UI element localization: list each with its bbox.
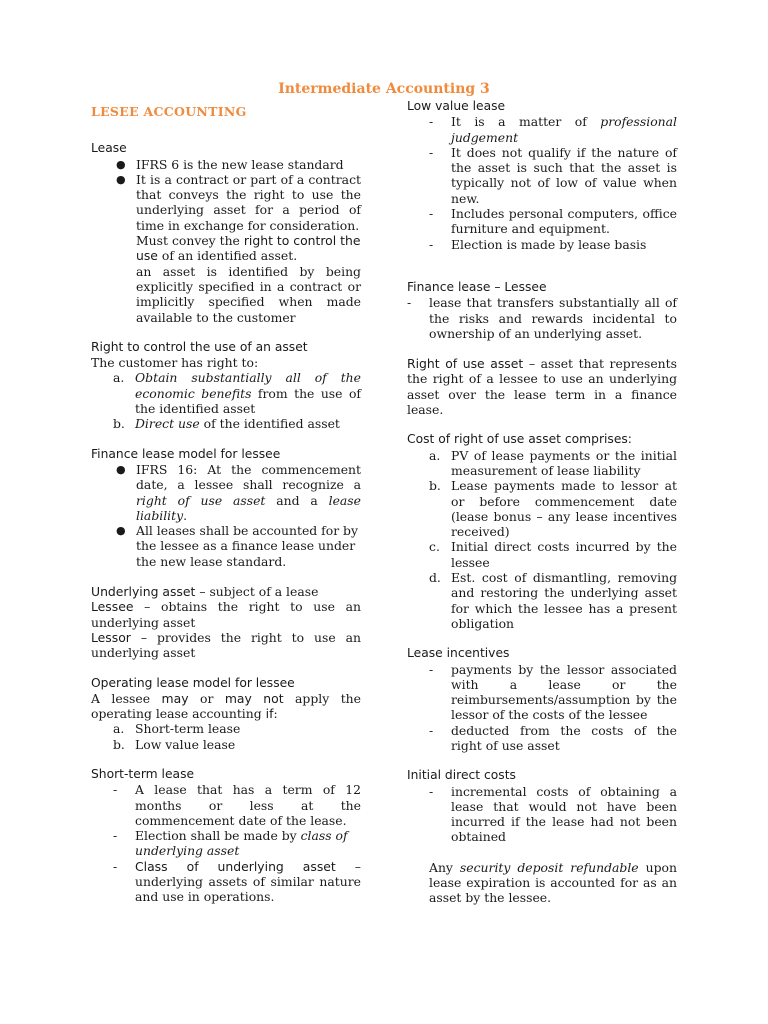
definitions-section	[91, 584, 361, 660]
incentives-heading: Lease incentives	[407, 646, 510, 661]
finance-model-bullet-2: All leases shall be accounted for by the lessee as a finance lease under the new lease standard.	[136, 523, 358, 569]
finance-lease-lessee-section	[407, 280, 677, 341]
list-item	[407, 784, 677, 845]
list-item	[407, 662, 677, 723]
must-convey-text: Must convey the right to control the use of an identified asset.	[136, 233, 361, 264]
cost-item-a: PV of lease payments or the initial measurement of lease liability	[451, 447, 677, 478]
list-item	[407, 206, 677, 237]
right-to-control-item-b: Direct use of the identified asset	[135, 416, 340, 432]
dash-marker: -	[407, 295, 412, 311]
lease-incentives-section	[407, 646, 677, 753]
short-term-dash-3: Class of underlying asset – underlying assets of similar nature and use in operations.	[135, 858, 361, 905]
list-item	[91, 462, 361, 523]
dash-marker: -	[113, 828, 118, 844]
security-deposit-note: Any security deposit refundable upon lease expiration is accounted for as an asset by the lessee.	[429, 859, 677, 906]
operating-model-heading: Operating lease model for lessee	[91, 675, 295, 690]
list-item: a. Short-term lease	[91, 721, 361, 736]
low-value-dash-4: Election is made by lease basis	[451, 236, 647, 252]
list-item: b. Low value lease	[91, 737, 361, 752]
document-title: Intermediate Accounting 3	[278, 81, 490, 97]
right-of-use-definition: Right of use asset – asset that represents the right of a lessee to use an underlying asset over the lease term in a finance lease.	[407, 356, 677, 418]
operating-item-b: Low value lease	[135, 736, 236, 752]
list-item: a. Obtain substantially all of the economic benefits from the use of the identified asset	[113, 370, 362, 417]
dash-marker: -	[429, 722, 434, 738]
list-item: a. PV of lease payments or the initial measurement of lease liability	[429, 447, 677, 478]
right-to-control-intro: The customer has right to:	[91, 355, 259, 371]
finance-lease-model-section	[91, 447, 361, 569]
bullet-marker: ●	[116, 462, 126, 476]
initial-direct-costs-section	[407, 768, 677, 844]
bullet-marker: ●	[116, 157, 126, 171]
identified-asset-text: an asset is identified by being explicitly specified in a contract or implicitly specified when made available to the customer	[136, 263, 361, 325]
lease-heading: Lease	[91, 141, 127, 156]
dash-marker: -	[113, 782, 118, 798]
cost-item-d: Est. cost of dismantling, removing and restoring the underlying asset for which the lessee has a present obligation	[451, 570, 677, 631]
lease-bullet-1: IFRS 6 is the new lease standard	[136, 156, 344, 172]
right-to-control-item-a: Obtain substantially all of the economic benefits from the use of the identified asset	[135, 370, 362, 417]
list-item	[407, 145, 677, 206]
low-value-dash-3: Includes personal computers, office furniture and equipment.	[451, 206, 677, 237]
short-term-dash-1: A lease that has a term of 12 months or less at the commencement date of the lease.	[135, 782, 361, 828]
lease-bullet-2: It is a contract or part of a contract that conveys the right to use the underlying asset for a period of time in exchange for consideration.	[136, 171, 361, 233]
list-item	[91, 172, 361, 233]
list-item: c. Initial direct costs incurred by the lessee	[429, 539, 677, 570]
list-item	[91, 828, 361, 859]
list-item	[91, 157, 361, 172]
list-item	[407, 723, 677, 754]
short-term-dash-2: Election shall be made by class of underlying asset	[135, 828, 348, 859]
dash-marker: -	[429, 236, 434, 252]
lessee-definition: Lessee – obtains the right to use an underlying asset	[91, 599, 361, 630]
idc-heading: Initial direct costs	[407, 768, 516, 783]
dash-marker: -	[429, 114, 434, 130]
dash-marker: -	[429, 206, 434, 222]
low-value-dash-1: It is a matter of professional judgement	[451, 114, 677, 145]
short-term-heading: Short-term lease	[91, 766, 195, 781]
list-item	[407, 237, 677, 252]
finance-model-bullet-1: IFRS 16: At the commencement date, a lessee shall recognize a right of use asset and a lease liability.	[136, 461, 361, 523]
bullet-marker: ●	[116, 172, 126, 186]
list-item	[91, 523, 361, 569]
low-value-dash-2: It does not qualify if the nature of the asset is such that the asset is typically not of low of value when new.	[451, 144, 677, 206]
list-item	[91, 782, 361, 828]
bullet-marker: ●	[116, 524, 126, 538]
list-item	[407, 295, 677, 341]
lease-section	[91, 141, 361, 325]
list-item: b. Direct use of the identified asset	[91, 416, 361, 431]
idc-dash-1: incremental costs of obtaining a lease that would not have been incurred if the lease had not been obtained	[451, 783, 677, 845]
finance-model-heading: Finance lease model for lessee	[91, 446, 281, 461]
dash-marker: -	[429, 783, 434, 799]
cost-item-c: Initial direct costs incurred by the lessee	[451, 539, 677, 570]
dash-marker: -	[113, 858, 118, 874]
underlying-asset-definition: Underlying asset – subject of a lease	[91, 584, 319, 600]
dash-marker: -	[429, 144, 434, 160]
list-item: d. Est. cost of dismantling, removing and restoring the underlying asset for which the lessee has a present obligation	[429, 570, 677, 631]
incentives-dash-2: deducted from the costs of the right of use asset	[451, 722, 677, 753]
operating-lease-model-section	[91, 676, 361, 752]
right-column	[407, 99, 677, 906]
cost-item-b: Lease payments made to lessor at or before commencement date (lease bonus – any lease incentives received)	[451, 478, 677, 540]
cost-of-rou-section	[407, 432, 677, 631]
section-heading: LESEE ACCOUNTING	[91, 104, 247, 119]
lessor-definition: Lessor – provides the right to use an underlying asset	[91, 629, 361, 661]
left-column	[91, 104, 361, 905]
finance-lessee-heading: Finance lease – Lessee	[407, 279, 547, 294]
list-item	[91, 859, 361, 905]
operating-model-text: A lessee may or may not apply the operating lease accounting if:	[91, 690, 361, 722]
right-to-control-heading: Right to control the use of an asset	[91, 339, 308, 354]
cost-heading: Cost of right of use asset comprises:	[407, 432, 632, 447]
list-item: b. Lease payments made to lessor at or before commencement date (lease bonus – any lease incentives received)	[429, 478, 677, 540]
short-term-lease-section	[91, 767, 361, 905]
incentives-dash-1: payments by the lessor associated with a lease or the reimbursements/assumption by the lessor of the costs of the lessee	[451, 661, 677, 723]
operating-item-a: Short-term lease	[135, 721, 241, 737]
list-item	[407, 114, 677, 145]
low-value-heading: Low value lease	[407, 99, 506, 113]
dash-marker: -	[429, 661, 434, 677]
low-value-lease-section	[407, 99, 677, 252]
finance-lessee-dash-1: lease that transfers substantially all of the risks and rewards incidental to ownership of an underlying asset.	[429, 295, 677, 341]
right-to-control-section	[91, 340, 361, 432]
